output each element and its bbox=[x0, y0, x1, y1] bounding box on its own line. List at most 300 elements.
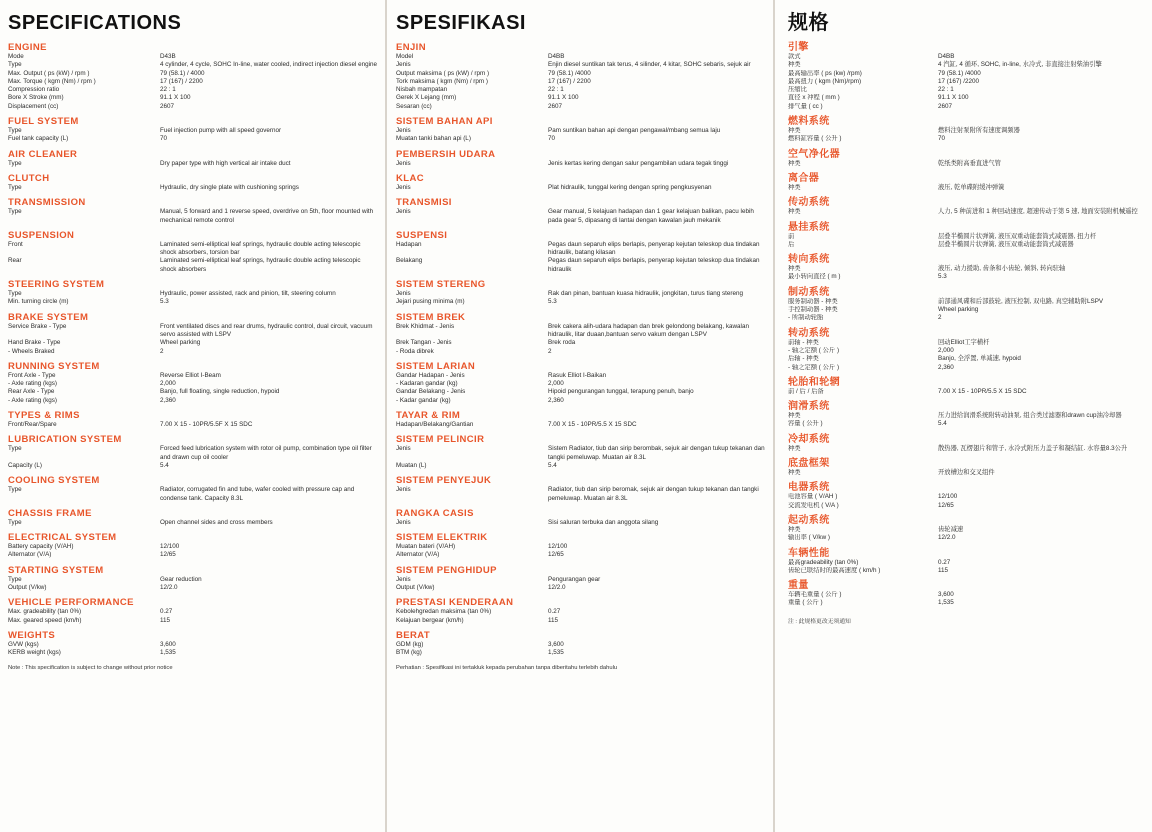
spec-value: 2607 bbox=[548, 102, 563, 110]
spec-value: 22 : 1 bbox=[160, 86, 176, 94]
section-heading: 冷却系统 bbox=[788, 433, 830, 445]
spec-label: Type bbox=[8, 127, 22, 135]
section-heading: TRANSMISSION bbox=[8, 197, 86, 209]
spec-row bbox=[396, 290, 766, 298]
spec-label: Type bbox=[8, 159, 22, 167]
spec-row bbox=[8, 551, 378, 559]
spec-label: Battery capacity (V/AH) bbox=[8, 543, 74, 551]
spec-label: Tork maksima ( kgm (Nm) / rpm ) bbox=[396, 77, 489, 85]
spec-label: - Roda dibrek bbox=[396, 347, 434, 355]
spec-section bbox=[8, 475, 378, 503]
spec-label: Jenis bbox=[396, 183, 411, 191]
section-heading: 转动系统 bbox=[788, 327, 830, 339]
spec-label: Min. turning circle (m) bbox=[8, 298, 69, 306]
spec-label: Capacity (L) bbox=[8, 461, 42, 469]
spec-section bbox=[396, 410, 766, 429]
column-english bbox=[0, 0, 384, 832]
spec-section bbox=[788, 328, 1146, 372]
spec-row bbox=[396, 61, 766, 69]
spec-row bbox=[788, 339, 1146, 347]
spec-section bbox=[788, 197, 1146, 216]
spec-row bbox=[8, 78, 378, 86]
spec-value: Reverse Elliot I-Beam bbox=[160, 371, 221, 379]
spec-label: 种类 bbox=[788, 525, 801, 533]
spec-section bbox=[8, 410, 378, 429]
spec-row bbox=[396, 241, 766, 258]
spec-value: 2,360 bbox=[938, 363, 954, 371]
spec-row bbox=[396, 421, 766, 429]
spec-label: Type bbox=[8, 290, 22, 298]
spec-label: Front/Rear/Spare bbox=[8, 421, 57, 429]
spec-row bbox=[396, 462, 766, 470]
spec-row bbox=[788, 94, 1146, 102]
title-chinese: 规格 bbox=[788, 12, 829, 34]
spec-value: 回动Elliot工字横杆 bbox=[938, 338, 990, 346]
spec-value: Radiator, tiub dan sirip beromak, sejuk air dengan tukup tekanan dan tangki pemeluwap. Muatan air 8.3L bbox=[548, 486, 759, 502]
spec-section bbox=[8, 532, 378, 560]
spec-value: 12/65 bbox=[938, 501, 954, 509]
spec-value: Sisi saluran terbuka dan anggota silang bbox=[548, 518, 659, 526]
spec-value: 79 (58.1) / 4000 bbox=[160, 69, 205, 77]
spec-label: 种类 bbox=[788, 159, 801, 167]
spec-row bbox=[8, 127, 378, 135]
column-divider bbox=[385, 0, 387, 832]
section-heading: RUNNING SYSTEM bbox=[8, 360, 100, 372]
spec-row bbox=[396, 551, 766, 559]
spec-value: Sistem Radiator, tiub dan sirip berombak, sejuk air dengan tukup tekanan dan tangki pemeluwap. Muatan air 8.3L bbox=[548, 445, 765, 461]
spec-label: - 轴之定额 ( 公斤 ) bbox=[788, 346, 840, 354]
spec-value: Pam suntikan bahan api dengan pengawal/mbang semua laju bbox=[548, 127, 721, 135]
spec-row bbox=[788, 233, 1146, 241]
spec-label: 后 bbox=[788, 240, 795, 248]
spec-label: 车辆毛重量 ( 公斤 ) bbox=[788, 591, 842, 599]
spec-label: 种类 bbox=[788, 444, 801, 452]
spec-label: - Axle rating (kgs) bbox=[8, 396, 57, 404]
spec-value: 0.27 bbox=[938, 558, 951, 566]
spec-row bbox=[788, 208, 1146, 216]
spec-section bbox=[8, 197, 378, 225]
spec-value: Hipoid pengurangan tunggal, terapung penuh, banjo bbox=[548, 388, 694, 396]
spec-value: Fuel injection pump with all speed governor bbox=[160, 127, 282, 135]
spec-value: Rak dan pinan, bantuan kuasa hidraulik, jongkitan, turus tiang stereng bbox=[548, 290, 743, 298]
spec-value: Front ventilated discs and rear drums, hydraulic control, dual circuit, vacuum servo assisted with LSPV bbox=[160, 322, 373, 338]
spec-section bbox=[788, 580, 1146, 608]
spec-label: Kelajuan bergear (km/h) bbox=[396, 616, 464, 624]
spec-value: 79 (58.1) /4000 bbox=[548, 69, 591, 77]
spec-label: Muatan bateri (V/AH) bbox=[396, 543, 456, 551]
spec-row bbox=[8, 241, 378, 258]
section-heading: VEHICLE PERFORMANCE bbox=[8, 597, 134, 609]
note-chinese: 注 : 此规格更改无须通知 bbox=[788, 618, 851, 625]
spec-label: Sesaran (cc) bbox=[396, 102, 432, 110]
section-heading: 引擎 bbox=[788, 42, 809, 53]
spec-section bbox=[396, 197, 766, 225]
spec-label: - 轴之定额 ( 公斤 ) bbox=[788, 363, 840, 371]
spec-row bbox=[8, 70, 378, 78]
spec-label: Compression ratio bbox=[8, 86, 60, 94]
spec-value: Jenis kertas kering dengan salur pengambilan udara tegak tinggi bbox=[548, 159, 729, 167]
section-heading: CLUTCH bbox=[8, 172, 50, 184]
spec-label: 种类 bbox=[788, 127, 801, 135]
spec-value: 5.3 bbox=[160, 298, 169, 306]
spec-row bbox=[788, 469, 1146, 477]
note-malay: Perhatian : Spesifikasi ini tertakluk kepada perubahan tanpa diberitahu terlebih dahulu bbox=[396, 665, 618, 672]
spec-row bbox=[396, 208, 766, 225]
spec-row bbox=[8, 519, 378, 527]
spec-label: Hand Brake - Type bbox=[8, 339, 61, 347]
spec-row bbox=[8, 135, 378, 143]
spec-row bbox=[396, 576, 766, 584]
spec-value: Banjo, 全浮置, 单减速, hypoid bbox=[938, 355, 1021, 363]
spec-row bbox=[8, 421, 378, 429]
spec-row bbox=[788, 364, 1146, 372]
spec-value: Banjo, full floating, single reduction, hypoid bbox=[160, 388, 280, 396]
spec-label: 压缩比 bbox=[788, 86, 807, 94]
spec-row bbox=[396, 348, 766, 356]
spec-row bbox=[396, 94, 766, 102]
spec-label: Belakang bbox=[396, 257, 423, 265]
spec-row bbox=[396, 584, 766, 592]
section-heading: 传动系统 bbox=[788, 197, 830, 209]
spec-label: 容量 ( 公升 ) bbox=[788, 420, 823, 428]
section-heading: 轮胎和轮辋 bbox=[788, 376, 840, 388]
column-malay bbox=[388, 0, 772, 832]
spec-value: Plat hidraulik, tunggal kering dengan spring pengkusyenan bbox=[548, 183, 712, 191]
spec-row bbox=[8, 298, 378, 306]
spec-label: Hadapan/Belakang/Gantian bbox=[396, 421, 474, 429]
spec-row bbox=[396, 70, 766, 78]
spec-row bbox=[788, 591, 1146, 599]
spec-section bbox=[396, 565, 766, 593]
spec-value: Gear manual, 5 kelajuan hadapan dan 1 gear kelajuan balikan, pacu lebih pada gear 5, dipasang di lantai dengan kawalan jauh mekanik bbox=[548, 208, 754, 224]
section-heading: KLAC bbox=[396, 172, 424, 184]
spec-label: 种类 bbox=[788, 61, 801, 69]
section-heading: BRAKE SYSTEM bbox=[8, 311, 89, 323]
spec-label: 手控制动器 - 种类 bbox=[788, 306, 838, 314]
spec-label: Front bbox=[8, 240, 23, 248]
spec-value: Rasuk Elliot I-Baikan bbox=[548, 371, 607, 379]
spec-row bbox=[396, 388, 766, 396]
spec-value: Radiator, corrugated fin and tube, wafer cooled with pressure cap and condense tank. Capacity 8.3L bbox=[160, 486, 355, 502]
spec-value: 0.27 bbox=[548, 608, 561, 616]
spec-row bbox=[788, 135, 1146, 143]
spec-value: 5.3 bbox=[548, 298, 557, 306]
section-heading: SUSPENSION bbox=[8, 229, 75, 241]
section-heading: RANGKA CASIS bbox=[396, 507, 474, 519]
spec-row bbox=[396, 649, 766, 657]
spec-value: 1,535 bbox=[548, 649, 564, 657]
section-heading: 起动系统 bbox=[788, 514, 830, 526]
spec-row bbox=[8, 184, 378, 192]
spec-section bbox=[788, 548, 1146, 576]
spec-label: Gandar Belakang - Jenis bbox=[396, 388, 466, 396]
spec-row bbox=[8, 53, 378, 61]
spec-row bbox=[396, 127, 766, 135]
section-heading: 底盘框架 bbox=[788, 458, 830, 470]
spec-value: 散热器, 瓦楞翅片和管子, 水冷式附压力盖子和凝结缸. 水容量8.3公升 bbox=[938, 444, 1128, 452]
section-heading: 车辆性能 bbox=[788, 547, 830, 559]
section-heading: 空气净化器 bbox=[788, 148, 840, 160]
spec-label: Kebolehgredan maksima (tan 0%) bbox=[396, 608, 492, 616]
spec-row bbox=[788, 103, 1146, 111]
spec-label: 最高扭力 ( kgm (Nm)/rpm) bbox=[788, 77, 862, 85]
spec-value: 17 (167) / 2200 bbox=[160, 77, 203, 85]
spec-value: 液压, 乾单碟附缓冲弹簧 bbox=[938, 183, 1005, 191]
spec-value: Open channel sides and cross members bbox=[160, 518, 273, 526]
spec-section bbox=[396, 508, 766, 527]
spec-section bbox=[8, 312, 378, 356]
spec-value: 12/100 bbox=[160, 543, 180, 551]
spec-label: 款式 bbox=[788, 53, 801, 60]
spec-section bbox=[788, 254, 1146, 282]
section-heading: FUEL SYSTEM bbox=[8, 116, 79, 128]
spec-row bbox=[8, 576, 378, 584]
spec-row bbox=[788, 412, 1146, 420]
spec-value: 燃料注射泵附所有速度调频器 bbox=[938, 127, 1020, 135]
spec-section bbox=[788, 116, 1146, 144]
spec-label: Mode bbox=[8, 53, 24, 60]
section-heading: PRESTASI KENDERAAN bbox=[396, 597, 514, 609]
section-heading: SISTEM PENYEJUK bbox=[396, 475, 492, 487]
spec-section bbox=[788, 401, 1146, 429]
spec-label: Service Brake - Type bbox=[8, 322, 67, 330]
spec-value: 齿轮减速 bbox=[938, 525, 964, 533]
section-heading: STEERING SYSTEM bbox=[8, 279, 105, 291]
spec-label: Model bbox=[396, 53, 414, 60]
spec-label: Type bbox=[8, 575, 22, 583]
spec-value: Brek roda bbox=[548, 339, 576, 347]
spec-row bbox=[788, 127, 1146, 135]
spec-value: Pengurangan gear bbox=[548, 575, 601, 583]
spec-value: 1,535 bbox=[938, 599, 954, 607]
section-heading: 燃料系统 bbox=[788, 116, 830, 128]
spec-label: 排气量 ( cc ) bbox=[788, 102, 823, 110]
spec-label: 直径 x 冲程 ( mm ) bbox=[788, 94, 840, 102]
spec-value: 2,000 bbox=[160, 380, 176, 388]
spec-row bbox=[788, 70, 1146, 78]
spec-value: 5.4 bbox=[938, 420, 947, 428]
section-heading: SUSPENSI bbox=[396, 229, 448, 241]
spec-label: Type bbox=[8, 61, 22, 69]
spec-label: Type bbox=[8, 486, 22, 494]
spec-row bbox=[788, 314, 1146, 322]
spec-value: Dry paper type with high vertical air intake duct bbox=[160, 159, 291, 167]
spec-section bbox=[396, 279, 766, 307]
spec-label: Rear bbox=[8, 257, 22, 265]
spec-value: 1,535 bbox=[160, 649, 176, 657]
note-english: Note : This specification is subject to change without prior notice bbox=[8, 665, 173, 672]
spec-value: 91.1 X 100 bbox=[548, 94, 579, 102]
section-heading: 重量 bbox=[788, 580, 809, 592]
spec-section bbox=[8, 116, 378, 144]
section-heading: TAYAR & RIM bbox=[396, 410, 461, 422]
spec-section bbox=[788, 287, 1146, 323]
spec-section bbox=[8, 630, 378, 658]
spec-label: Jenis bbox=[396, 159, 411, 167]
spec-row bbox=[8, 257, 378, 274]
spec-section bbox=[396, 173, 766, 192]
spec-value: 2 bbox=[938, 314, 942, 322]
spec-section bbox=[396, 312, 766, 356]
spec-value: 人力, 5 种前进和 1 种回动速度, 超速传动于第 5 速, 地面安装附机械遥控 bbox=[938, 208, 1138, 216]
spec-value: 开放槽边和交叉组件 bbox=[938, 469, 995, 477]
spec-label: Rear Axle - Type bbox=[8, 388, 55, 396]
spec-value: 12/2.0 bbox=[938, 534, 956, 542]
spec-label: Type bbox=[8, 183, 22, 191]
spec-section bbox=[396, 149, 766, 168]
spec-row bbox=[8, 388, 378, 396]
spec-value: 12/100 bbox=[548, 543, 568, 551]
spec-row bbox=[788, 184, 1146, 192]
section-heading: 悬挂系统 bbox=[788, 221, 830, 233]
section-heading: 电器系统 bbox=[788, 482, 830, 494]
spec-row bbox=[396, 257, 766, 274]
spec-label: 种类 bbox=[788, 412, 801, 420]
spec-value: 乾纸类附高垂直进气管 bbox=[938, 159, 1001, 167]
spec-label: 输出率 ( V/kw ) bbox=[788, 534, 830, 542]
spec-row bbox=[8, 462, 378, 470]
spec-row bbox=[788, 567, 1146, 575]
spec-row bbox=[788, 347, 1146, 355]
spec-row bbox=[8, 339, 378, 347]
spec-label: 前轴 - 种类 bbox=[788, 338, 819, 346]
spec-section bbox=[8, 508, 378, 527]
spec-row bbox=[788, 355, 1146, 363]
spec-row bbox=[8, 380, 378, 388]
spec-row bbox=[788, 493, 1146, 501]
spec-label: 服务制动器 - 种类 bbox=[788, 297, 838, 305]
spec-label: Max. gradeability (tan 0%) bbox=[8, 608, 82, 616]
spec-section bbox=[788, 515, 1146, 543]
section-heading: SISTEM PENGHIDUP bbox=[396, 564, 497, 576]
spec-value: 3,600 bbox=[938, 591, 954, 599]
section-heading: ELECTRICAL SYSTEM bbox=[8, 532, 117, 544]
spec-value: Wheel parking bbox=[160, 339, 201, 347]
spec-row bbox=[396, 380, 766, 388]
spec-label: Fuel tank capacity (L) bbox=[8, 135, 69, 143]
spec-label: Jenis bbox=[396, 445, 411, 453]
section-heading: AIR CLEANER bbox=[8, 148, 78, 160]
spec-value: 液压, 动力援助, 齿条和小齿轮, 倾斜, 转向驻轴 bbox=[938, 265, 1066, 273]
spec-row bbox=[8, 372, 378, 380]
spec-section bbox=[8, 42, 378, 111]
spec-section bbox=[8, 279, 378, 307]
section-heading: TRANSMISI bbox=[396, 197, 452, 209]
spec-label: Max. Torque ( kgm (Nm) / rpm ) bbox=[8, 77, 96, 85]
spec-value: D4BB bbox=[548, 53, 565, 60]
spec-row bbox=[396, 298, 766, 306]
spec-value: Pegas daun separuh elips berlapis, penyerap kejutan teleskop dua tindakan hidraulik bbox=[548, 257, 760, 273]
spec-row bbox=[8, 649, 378, 657]
spec-value: 12/2.0 bbox=[548, 583, 566, 591]
section-heading: SISTEM BAHAN API bbox=[396, 116, 493, 128]
spec-label: Hadapan bbox=[396, 240, 422, 248]
column-divider bbox=[773, 0, 775, 832]
spec-label: Muatan tanki bahan api (L) bbox=[396, 135, 471, 143]
spec-label: Gerek X Lejang (mm) bbox=[396, 94, 457, 102]
spec-row bbox=[8, 617, 378, 625]
spec-section bbox=[8, 173, 378, 192]
section-heading: BERAT bbox=[396, 629, 431, 641]
spec-value: 2,360 bbox=[160, 396, 176, 404]
spec-value: 2,000 bbox=[548, 380, 564, 388]
spec-row bbox=[8, 543, 378, 551]
spec-value: Gear reduction bbox=[160, 575, 202, 583]
sections-english bbox=[8, 42, 378, 657]
spec-value: 115 bbox=[160, 616, 171, 624]
spec-row bbox=[788, 534, 1146, 542]
spec-value: 17 (167) /2200 bbox=[938, 77, 979, 85]
spec-label: Jenis bbox=[396, 61, 411, 69]
spec-label: Jenis bbox=[396, 127, 411, 135]
spec-value: 2607 bbox=[938, 102, 953, 110]
spec-row bbox=[788, 298, 1146, 306]
spec-value: 7.00 X 15 - 10PR/5.5 X 15 SDC bbox=[548, 421, 637, 429]
spec-label: Type bbox=[8, 518, 22, 526]
spec-label: Output (V/kw) bbox=[396, 583, 435, 591]
spec-row bbox=[396, 608, 766, 616]
spec-row bbox=[788, 241, 1146, 249]
section-heading: SISTEM ELEKTRIK bbox=[396, 532, 488, 544]
spec-row bbox=[396, 641, 766, 649]
spec-label: - Wheels Braked bbox=[8, 347, 55, 355]
spec-label: 种类 bbox=[788, 183, 801, 191]
spec-label: 重量 ( 公斤 ) bbox=[788, 599, 823, 607]
spec-row bbox=[396, 397, 766, 405]
spec-value: 70 bbox=[548, 135, 556, 143]
spec-section bbox=[396, 532, 766, 560]
spec-row bbox=[788, 61, 1146, 69]
spec-row bbox=[396, 486, 766, 503]
spec-section bbox=[8, 230, 378, 274]
spec-label: 前 bbox=[788, 232, 795, 240]
spec-value: 3,600 bbox=[160, 640, 176, 648]
spec-value: 22 : 1 bbox=[938, 86, 954, 94]
spec-section bbox=[396, 475, 766, 503]
spec-value: 12/65 bbox=[160, 551, 176, 559]
spec-value: 层叠半椭圆片状弹簧, 液压双重动能套筒式减震器, 扭力杆 bbox=[938, 232, 1097, 240]
spec-row bbox=[396, 617, 766, 625]
spec-section bbox=[396, 230, 766, 274]
spec-row bbox=[396, 323, 766, 340]
spec-label: - Kadar gandar (kg) bbox=[396, 396, 451, 404]
spec-row bbox=[788, 273, 1146, 281]
spec-label: Gandar Hadapan - Jenis bbox=[396, 371, 465, 379]
spec-value: 79 (58.1) /4000 bbox=[938, 69, 981, 77]
spec-row bbox=[788, 306, 1146, 314]
spec-section bbox=[788, 458, 1146, 477]
spec-row bbox=[8, 608, 378, 616]
spec-row bbox=[788, 445, 1146, 453]
spec-label: BTM (kg) bbox=[396, 649, 422, 657]
spec-label: 最小转向直径 ( m ) bbox=[788, 273, 841, 281]
spec-value: 17 (167) / 2200 bbox=[548, 77, 591, 85]
spec-value: 层叠半椭圆片状弹簧, 液压双重动能套筒式减震器 bbox=[938, 240, 1074, 248]
spec-value: 4 cylinder, 4 cycle, SOHC In-line, water cooled, indirect injection diesel engine bbox=[160, 61, 378, 69]
spec-value: Laminated semi-elliptical leaf springs, hydraulic double acting telescopic shock absorbers, torsion bar bbox=[160, 240, 361, 257]
spec-section bbox=[8, 361, 378, 405]
section-heading: SISTEM LARIAN bbox=[396, 360, 476, 372]
spec-label: Brek Tangan - Jenis bbox=[396, 339, 452, 347]
spec-row bbox=[396, 339, 766, 347]
spec-label: 交流发电机 ( V/A ) bbox=[788, 501, 839, 509]
spec-label: 前 / 后 / 后备 bbox=[788, 387, 824, 395]
spec-value: 22 : 1 bbox=[548, 86, 564, 94]
spec-value: 70 bbox=[938, 135, 946, 143]
spec-section bbox=[8, 597, 378, 625]
spec-row bbox=[396, 53, 766, 61]
spec-value: D4BB bbox=[938, 53, 955, 60]
